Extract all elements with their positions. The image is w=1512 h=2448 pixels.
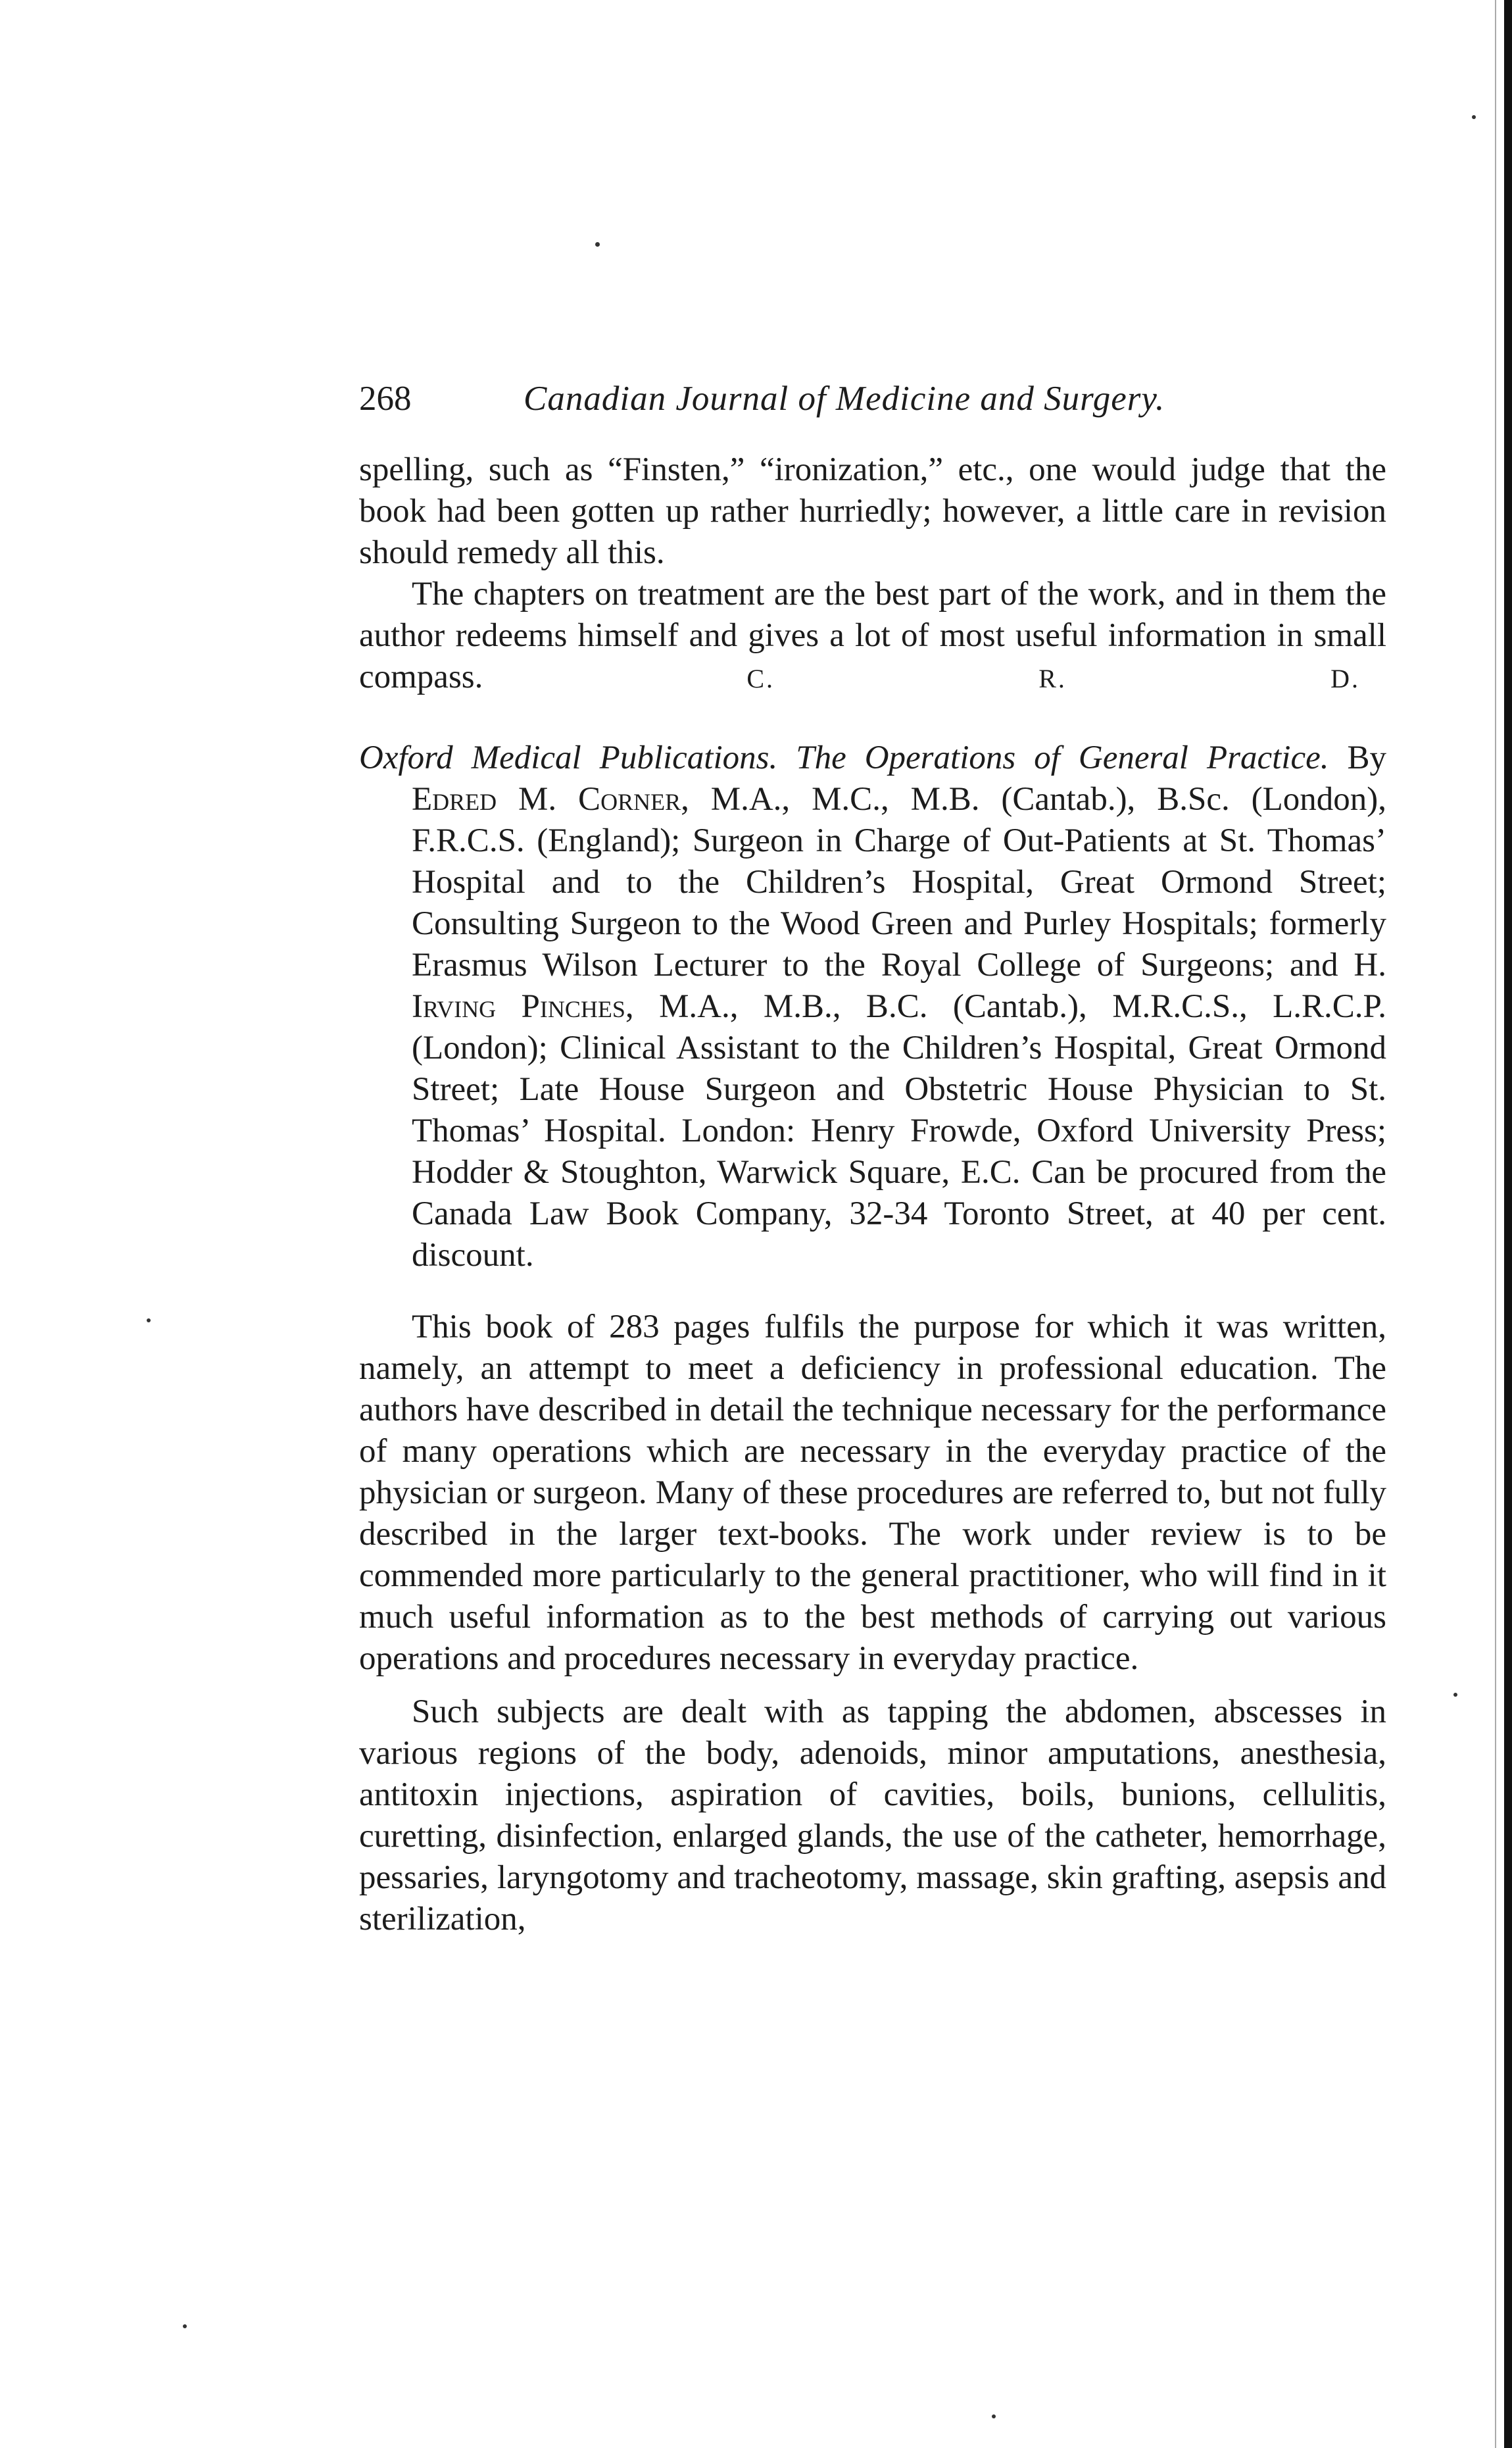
review-bibliographic-heading — [359, 737, 1386, 1276]
page-column — [359, 382, 1386, 1940]
previous-review-paragraph — [359, 574, 1386, 699]
running-header — [359, 382, 1386, 416]
scan-speck — [183, 2324, 187, 2328]
review-body-paragraph: This book of 283 pages fulfils the purpose for which it was written, namely, an attempt to meet a deficiency in professional education. The authors have described in detail the technique necessary for the performance of many operations which are necessary in the everyday practice of the physician or surgeon. Many of these procedures are referred to, but not fully described in the larger text-books. The work under review is to be commended more particularly to the general practitioner, who will find in it much useful information as to the best methods of carrying out various operations and procedures necessary in everyday practice. — [359, 1309, 1386, 1677]
by-word: By — [1347, 739, 1386, 776]
scan-speck — [147, 1318, 151, 1322]
reviewer-signature: C. R. D. — [746, 664, 1360, 693]
scan-speck — [1453, 1693, 1457, 1697]
previous-review-paragraph: spelling, such as “Finsten,” “ironization,” etc., one would judge that the book had been gotten up rather hurriedly; however, a little care in revision should remedy all this. — [359, 451, 1386, 571]
scan-edge-line — [1495, 0, 1496, 2448]
scan-speck — [1472, 115, 1476, 119]
scan-speck — [595, 242, 600, 247]
scan-speck — [992, 2414, 996, 2418]
review-body-paragraph: Such subjects are dealt with as tapping the abdomen, abscesses in various regions of the body, adenoids, minor amputations, anesthesia, antitoxin injections, aspiration of cavities, boils, bunions, cellulitis, curetting, disinfection, enlarged glands, the use of the catheter, hemorrhage, pessaries, laryngotomy and tracheotomy, massage, skin grafting, asepsis and sterilization, — [359, 1693, 1386, 1937]
second-author-details: M.A., M.B., B.C. (Cantab.), M.R.C.S., L.R.C.P. (London); Clinical Assistant to the Children’s Hospital, Great Ormond Street; Late House Surgeon and Obstetric House Physician to St. Thomas’ Hospital. London: Henry Frowde, Oxford University Press; Hodder & Stoughton, Warwick Square, E.C. Can be procured from the Canada Law Book Company, 32-34 Toronto Street, at 40 per cent. discount. — [412, 988, 1387, 1274]
previous-review-text: The chapters on treatment are the best part of the work, and in them the author redeems himself and gives a lot of most useful information in small compass. — [359, 576, 1386, 695]
first-author-name: Edred M. Corner, — [412, 781, 689, 818]
scan-edge-shadow — [1504, 0, 1512, 2448]
page-number: 268 — [359, 380, 412, 418]
second-author-name: H. Irving Pinches, — [412, 947, 1386, 1025]
running-title: Canadian Journal of Medicine and Surgery. — [524, 380, 1165, 418]
first-author-details: M.A., M.C., M.B. (Cantab.), B.Sc. (London), F.R.C.S. (England); Surgeon in Charge of Out-Patients at St. Thomas’ Hospital and to the Children’s Hospital, Great Ormond Street; Consulting Surgeon to the Wood Green and Purley Hospitals; formerly Erasmus Wilson Lecturer to the Royal College of Surgeons; and — [412, 781, 1386, 984]
book-title: Oxford Medical Publications. The Operations of General Practice. — [359, 739, 1329, 776]
